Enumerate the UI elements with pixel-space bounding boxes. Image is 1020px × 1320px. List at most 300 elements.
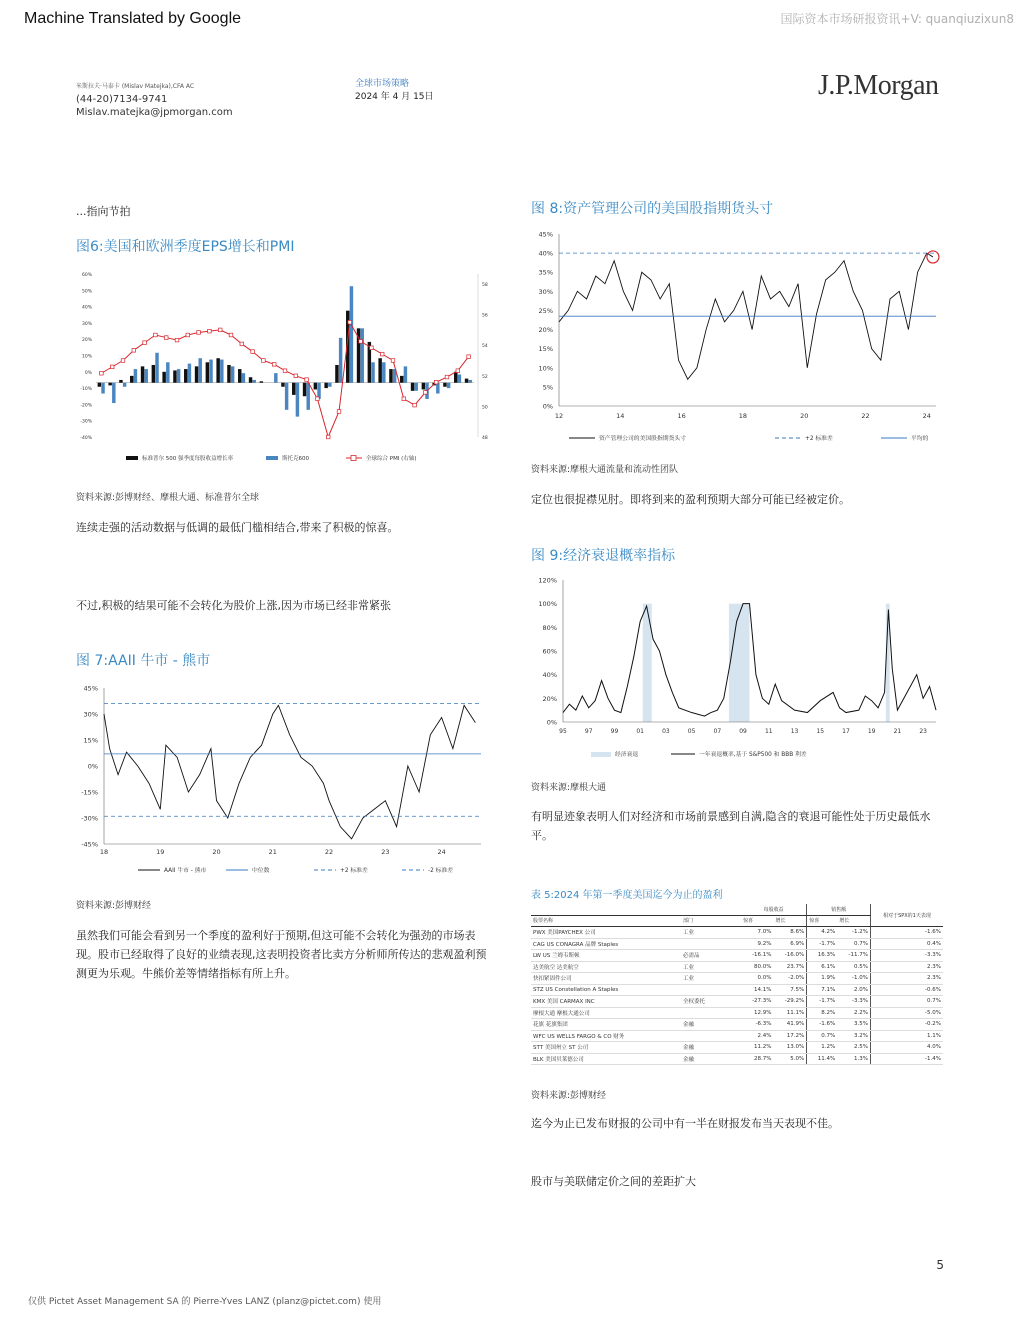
pmi-point (445, 375, 449, 379)
table5-col-sales-surprise: 惊喜 (807, 915, 837, 927)
y-axis-tick: 10% (538, 364, 553, 373)
bar-0 (130, 376, 133, 383)
y-axis-tick: 120% (538, 576, 557, 585)
left-axis-tick: -30% (80, 419, 92, 425)
report-meta (355, 78, 434, 104)
bar-0 (324, 383, 327, 388)
report-date: 2024 年 4 月 15日 (355, 92, 434, 102)
fig8-title: 图 8:资产管理公司的美国股指期货头寸 (531, 201, 774, 217)
table-cell: -29.2% (774, 996, 807, 1008)
table-cell (681, 984, 741, 996)
table-cell: -1.2% (837, 927, 870, 939)
table-cell: 16.3% (807, 950, 837, 962)
author-block (76, 80, 233, 119)
x-axis-tick: 18 (99, 848, 109, 856)
table-cell: -1.4% (870, 1053, 943, 1065)
table-row (531, 938, 943, 950)
bar-0 (454, 372, 457, 383)
y-axis-tick: -15% (81, 788, 98, 797)
intro-text: ...指向节拍 (76, 205, 131, 218)
legend-label: 一年衰退概率,基于 S&P500 和 BBB 利差 (699, 752, 807, 758)
y-axis-tick: 15% (538, 345, 553, 354)
pmi-point (272, 363, 276, 367)
fig8-source: 资料来源:摩根大通流量和流动性团队 (531, 465, 679, 475)
bar-1 (231, 366, 234, 382)
x-axis-tick: 17 (842, 728, 850, 735)
bar-0 (378, 358, 381, 382)
y-axis-tick: 80% (542, 623, 557, 632)
bar-1 (242, 373, 245, 383)
table-cell: 0.4% (870, 938, 943, 950)
table-cell: 1.9% (807, 973, 837, 985)
left-axis-tick: 10% (81, 354, 92, 360)
bar-1 (101, 383, 104, 394)
y-axis-tick: 40% (542, 671, 557, 680)
author-phone: (44-20)7134-9741 (76, 94, 168, 105)
legend-label-pmi: 全球综合 PMI (右轴) (366, 456, 417, 462)
table-cell: 8.2% (807, 1007, 837, 1019)
bar-0 (238, 369, 241, 383)
x-axis-tick: 21 (893, 728, 902, 735)
table-cell: STZ US Constellation A Staples (531, 984, 681, 996)
x-axis-tick: 01 (636, 728, 644, 735)
fig7-source: 资料来源:彭博财经 (76, 901, 152, 911)
table-cell: 花旗 花旗集团 (531, 1019, 681, 1031)
table-cell: 0.0% (741, 973, 774, 985)
table-cell: 17.2% (774, 1030, 807, 1042)
pmi-point (413, 403, 417, 407)
y-axis-tick: -30% (81, 814, 98, 823)
x-axis-tick: 13 (790, 728, 799, 735)
pmi-point (110, 365, 114, 369)
table-cell: CAG US CONAGRA 品牌 Staples (531, 938, 681, 950)
x-axis-tick: 97 (584, 728, 593, 735)
bar-0 (281, 383, 284, 387)
table-cell: 3.5% (837, 1019, 870, 1031)
licence-footer: 仅供 Pictet Asset Management SA 的 Pierre-Yves LANZ (planz@pictet.com) 使用 (28, 1297, 382, 1307)
legend-marker-pmi (351, 456, 356, 461)
table-cell: WFC US WELLS FARGO & CO 财务 (531, 1030, 681, 1042)
table-cell: -16.0% (774, 950, 807, 962)
x-axis-tick: 09 (739, 728, 747, 735)
table-cell: 13.0% (774, 1042, 807, 1054)
table-cell: 12.9% (741, 1007, 774, 1019)
bar-0 (216, 358, 219, 382)
table-cell: 2.3% (870, 961, 943, 973)
table-cell: 7.1% (807, 984, 837, 996)
legend-swatch-sp500 (126, 456, 138, 460)
legend-label: 平均的 (911, 436, 929, 442)
x-axis-tick: 22 (324, 848, 334, 856)
x-axis-tick: 18 (738, 412, 748, 420)
table-cell: 摩根大通 摩根大通公司 (531, 1007, 681, 1019)
table-cell: BLK 美国贝莱德公司 (531, 1053, 681, 1065)
bar-1 (220, 360, 223, 383)
bar-1 (177, 369, 180, 383)
bar-0 (465, 379, 468, 383)
y-axis-tick: -45% (81, 840, 98, 849)
table5-col-eps-growth: 增长 (774, 915, 807, 927)
x-axis-tick: 20 (800, 412, 809, 420)
table-row (531, 1053, 943, 1065)
bar-0 (173, 370, 176, 382)
table5-title: 表 5:2024 年第一季度美国迄今为止的盈利 (531, 890, 723, 901)
bar-1 (155, 353, 158, 383)
table-cell (681, 1030, 741, 1042)
pmi-point (316, 397, 320, 401)
pmi-point (359, 340, 363, 344)
bar-1 (414, 383, 417, 391)
paragraph-3: 虽然我们可能会看到另一个季度的盈利好于预期,但这可能不会转化为强劲的市场表现。股市已经取得了良好的业绩表现,这表明投资者比卖方分析师所传达的悲观盈利预测更为乐观。牛熊价差等情绪指标有所上升。 (76, 929, 487, 980)
table-cell: 工业 (681, 961, 741, 973)
table-row (531, 1019, 943, 1031)
table5-col-stock: 股票名称 (531, 915, 681, 927)
table-cell: 1.3% (837, 1053, 870, 1065)
bar-1 (404, 366, 407, 382)
table-cell: 0.7% (837, 938, 870, 950)
left-axis-tick: 20% (81, 338, 92, 344)
bar-0 (98, 383, 101, 387)
fig8-chart (531, 224, 943, 449)
bar-0 (162, 372, 165, 383)
right-axis-tick: 52 (482, 374, 488, 380)
table-row (531, 927, 943, 939)
fig9-source: 资料来源:摩根大通 (531, 783, 607, 793)
table-cell: -1.0% (837, 973, 870, 985)
paragraph-4: 定位也很捉襟见肘。即将到来的盈利预期大部分可能已经被定价。 (531, 493, 850, 506)
x-axis-tick: 24 (437, 848, 446, 856)
fig7-title: 图 7:AAII 牛市 - 熊市 (76, 653, 211, 669)
table-row (531, 973, 943, 985)
pmi-point (197, 331, 201, 335)
pmi-point (294, 374, 298, 378)
bar-0 (184, 369, 187, 383)
table-cell: 6.9% (774, 938, 807, 950)
bar-0 (119, 380, 122, 383)
left-axis-tick: -10% (80, 387, 92, 393)
bar-0 (195, 366, 198, 382)
legend-label: 中位数 (252, 868, 270, 874)
pmi-point (337, 410, 341, 414)
machine-translated-label: Machine Translated by Google (24, 10, 242, 27)
x-axis-tick: 23 (381, 848, 390, 856)
x-axis-tick: 19 (156, 848, 165, 856)
fig9-chart (531, 572, 943, 762)
pmi-point (456, 369, 460, 373)
table-cell (681, 938, 741, 950)
bar-1 (144, 369, 147, 383)
pmi-point (251, 350, 255, 354)
bar-0 (314, 383, 317, 390)
table-cell: 4.2% (807, 927, 837, 939)
table5-source: 资料来源:彭博财经 (531, 1091, 607, 1101)
y-axis-tick: 30% (538, 287, 553, 296)
right-axis-tick: 50 (482, 405, 488, 411)
table-cell: 2.4% (741, 1030, 774, 1042)
right-axis-tick: 48 (482, 436, 488, 441)
table5-col-sector: 部门 (681, 915, 741, 927)
x-axis-tick: 15 (816, 728, 825, 735)
y-axis-tick: 0% (546, 718, 557, 727)
table5-group-perf: 相对于SPX的1天表现 (870, 904, 943, 927)
table-cell: 11.1% (774, 1007, 807, 1019)
y-axis-tick: 45% (538, 230, 553, 239)
legend-label: -2 标准差 (428, 868, 454, 874)
legend-label-sp500: 标准普尔 500 强季度每股收益增长率 (142, 456, 233, 462)
table-cell: 金融 (681, 1053, 741, 1065)
bar-1 (123, 383, 126, 387)
x-axis-tick: 05 (687, 728, 696, 735)
table-row (531, 1042, 943, 1054)
table5-col-eps-surprise: 惊喜 (741, 915, 774, 927)
pmi-point (121, 359, 125, 363)
pmi-point (154, 333, 158, 337)
x-axis-tick: 22 (861, 412, 870, 420)
y-axis-tick: 15% (83, 736, 98, 745)
bar-1 (209, 360, 212, 383)
table-cell: -1.7% (807, 996, 837, 1008)
left-axis-tick: -40% (80, 436, 92, 441)
table-cell: 5.0% (774, 1053, 807, 1065)
bar-1 (134, 369, 137, 383)
legend-label: +2 标准差 (340, 868, 368, 874)
table-cell: 9.2% (741, 938, 774, 950)
table-cell: -0.2% (870, 1019, 943, 1031)
table-cell: -3.3% (837, 996, 870, 1008)
x-axis-tick: 99 (610, 728, 619, 735)
bar-0 (422, 383, 425, 390)
bar-1 (274, 373, 277, 383)
pmi-point (391, 359, 395, 363)
x-axis-tick: 03 (662, 728, 670, 735)
pmi-point (143, 341, 147, 345)
table-cell: 80.0% (741, 961, 774, 973)
x-axis-tick: 07 (713, 728, 722, 735)
x-axis-tick: 24 (922, 412, 931, 420)
legend-label: 资产管理公司的美国股指期货头寸 (599, 436, 686, 442)
bar-0 (141, 366, 144, 382)
table-cell: 全权委托 (681, 996, 741, 1008)
paragraph-1: 连续走强的活动数据与低调的最低门槛相结合,带来了积极的惊喜。 (76, 521, 399, 534)
pmi-point (326, 435, 330, 439)
table-cell: 必需品 (681, 950, 741, 962)
x-axis-tick: 19 (867, 728, 876, 735)
recession-band (643, 604, 652, 722)
paragraph-2: 不过,积极的结果可能不会转化为股价上涨,因为市场已经非常紧张 (76, 599, 391, 612)
table-row (531, 996, 943, 1008)
left-axis-tick: 0% (84, 370, 92, 376)
bar-1 (317, 383, 320, 399)
x-axis-tick: 11 (764, 728, 773, 735)
table5 (531, 904, 943, 1065)
fig6-title: 图6:美国和欧洲季度EPS增长和PMI (76, 239, 295, 255)
table-cell: 2.3% (870, 973, 943, 985)
bar-0 (335, 365, 338, 383)
bar-1 (468, 380, 471, 383)
x-axis-tick: 12 (554, 412, 564, 420)
table-cell: 0.7% (807, 1030, 837, 1042)
table-row (531, 950, 943, 962)
pmi-point (283, 369, 287, 373)
pmi-point (240, 342, 244, 346)
fig6-chart (76, 262, 496, 472)
pmi-point (218, 328, 222, 332)
y-axis-tick: 20% (538, 326, 553, 335)
table-cell: 工业 (681, 927, 741, 939)
table5-col-sales-growth: 增长 (837, 915, 870, 927)
left-axis-tick: 30% (81, 321, 92, 327)
bar-1 (306, 383, 309, 410)
bar-0 (260, 381, 263, 382)
table-row (531, 961, 943, 973)
section-link[interactable]: 全球市场策略 (355, 79, 410, 89)
x-axis-tick: 16 (677, 412, 686, 420)
table-cell: 金融 (681, 1019, 741, 1031)
pmi-point (348, 320, 352, 324)
y-axis-tick: 60% (542, 647, 557, 656)
bar-0 (443, 383, 446, 387)
y-axis-tick: 45% (83, 684, 98, 693)
table-cell: 8.6% (774, 927, 807, 939)
x-axis-tick: 23 (919, 728, 927, 735)
pmi-point (424, 391, 428, 395)
pmi-point (208, 329, 212, 333)
y-axis-tick: 30% (83, 710, 98, 719)
table-cell: 41.9% (774, 1019, 807, 1031)
bar-0 (389, 369, 392, 383)
bar-1 (339, 338, 342, 383)
table-cell: -0.6% (870, 984, 943, 996)
table-cell: -16.1% (741, 950, 774, 962)
pmi-point (467, 355, 471, 359)
bar-0 (108, 383, 111, 386)
author-name: 米斯拉夫·马泰卡 (Mislav Matejka),CFA AC (76, 83, 195, 90)
table-cell: -27.3% (741, 996, 774, 1008)
table-cell: 工业 (681, 973, 741, 985)
pmi-point (164, 336, 168, 340)
table-cell: 快扣紧固件公司 (531, 973, 681, 985)
bar-1 (252, 380, 255, 383)
pmi-point (402, 397, 406, 401)
x-axis-tick: 20 (212, 848, 221, 856)
y-axis-tick: 35% (538, 268, 553, 277)
bar-0 (400, 376, 403, 383)
y-axis-tick: 0% (87, 762, 98, 771)
table-cell: 1.2% (807, 1042, 837, 1054)
aaii-series-line (104, 705, 475, 838)
y-axis-tick: 25% (538, 306, 553, 315)
y-axis-tick: 0% (542, 402, 553, 411)
table-cell: 0.7% (870, 996, 943, 1008)
y-axis-tick: 20% (542, 694, 557, 703)
pmi-point (370, 346, 374, 350)
bar-1 (350, 286, 353, 382)
bar-0 (206, 362, 209, 382)
table-cell: 11.4% (807, 1053, 837, 1065)
bar-1 (360, 328, 363, 382)
legend-swatch-stoxx600 (266, 456, 278, 460)
legend-swatch (591, 752, 611, 757)
table-cell: 11.2% (741, 1042, 774, 1054)
pmi-point (175, 338, 179, 342)
pmi-point (434, 380, 438, 384)
x-axis-tick: 14 (616, 412, 625, 420)
bar-1 (166, 362, 169, 382)
y-axis-tick: 40% (538, 249, 553, 258)
pmi-point (229, 333, 233, 337)
y-axis-tick: 100% (538, 600, 557, 609)
table5-group-eps: 每股收益 (741, 904, 807, 915)
left-axis-tick: 60% (81, 273, 92, 278)
right-axis-tick: 58 (482, 283, 488, 288)
paragraph-6: 迄今为止已发布财报的公司中有一半在财报发布当天表现不佳。 (531, 1117, 839, 1130)
jpmorgan-logo: J.P.Morgan (818, 70, 939, 101)
legend-label: AAII 牛市 - 熊市 (164, 868, 207, 874)
bar-0 (411, 383, 414, 391)
table-cell: 2.0% (837, 984, 870, 996)
pmi-point (186, 333, 190, 337)
author-email[interactable]: Mislav.matejka@jpmorgan.com (76, 107, 233, 118)
bar-1 (447, 383, 450, 388)
legend-label: +2 标准差 (805, 436, 833, 442)
table-cell: 28.7% (741, 1053, 774, 1065)
legend-label: 经济衰退 (615, 752, 639, 758)
paragraph-7: 股市与美联储定价之间的差距扩大 (531, 1175, 696, 1188)
x-axis-tick: 21 (268, 848, 277, 856)
table-cell: 金融 (681, 1042, 741, 1054)
right-axis-tick: 56 (482, 313, 488, 319)
table-cell: -11.7% (837, 950, 870, 962)
legend-label-stoxx600: 斯托克600 (282, 456, 309, 462)
bar-1 (285, 383, 288, 410)
bar-1 (296, 383, 299, 417)
table-cell: 4.0% (870, 1042, 943, 1054)
table-cell: 3.2% (837, 1030, 870, 1042)
table-cell (681, 1007, 741, 1019)
bar-0 (303, 383, 306, 397)
table-cell: 7.0% (741, 927, 774, 939)
left-axis-tick: 40% (81, 305, 92, 311)
table-cell: 6.1% (807, 961, 837, 973)
watermark: 国际资本市场研报资讯+V: quanqiuzixun8 (780, 12, 1014, 26)
table-cell: -5.0% (870, 1007, 943, 1019)
bar-1 (188, 364, 191, 383)
table-cell: LW US 兰姆韦斯顿 (531, 950, 681, 962)
table-cell: 2.2% (837, 1007, 870, 1019)
table-cell: -2.0% (774, 973, 807, 985)
pmi-point (305, 378, 309, 382)
table5-group-sales: 销售额 (807, 904, 871, 915)
table-cell: -1.6% (870, 927, 943, 939)
table-row (531, 1030, 943, 1042)
fig6-source: 资料来源:彭博财经、摩根大通、标准普尔全球 (76, 493, 260, 503)
bar-1 (371, 362, 374, 382)
table-cell: KMX 美国 CARMAX INC (531, 996, 681, 1008)
recession-band (729, 604, 750, 722)
table-cell: 0.5% (837, 961, 870, 973)
pmi-point (132, 349, 136, 353)
table-cell: STT 美国州立 ST 公司 (531, 1042, 681, 1054)
bar-1 (458, 375, 461, 383)
y-axis-tick: 5% (542, 383, 553, 392)
table-cell: 1.1% (870, 1030, 943, 1042)
table-cell: 2.5% (837, 1042, 870, 1054)
page-number: 5 (936, 1258, 944, 1272)
table-cell: -1.6% (807, 1019, 837, 1031)
table-cell: 7.5% (774, 984, 807, 996)
table-row (531, 1007, 943, 1019)
pmi-point (100, 371, 104, 375)
